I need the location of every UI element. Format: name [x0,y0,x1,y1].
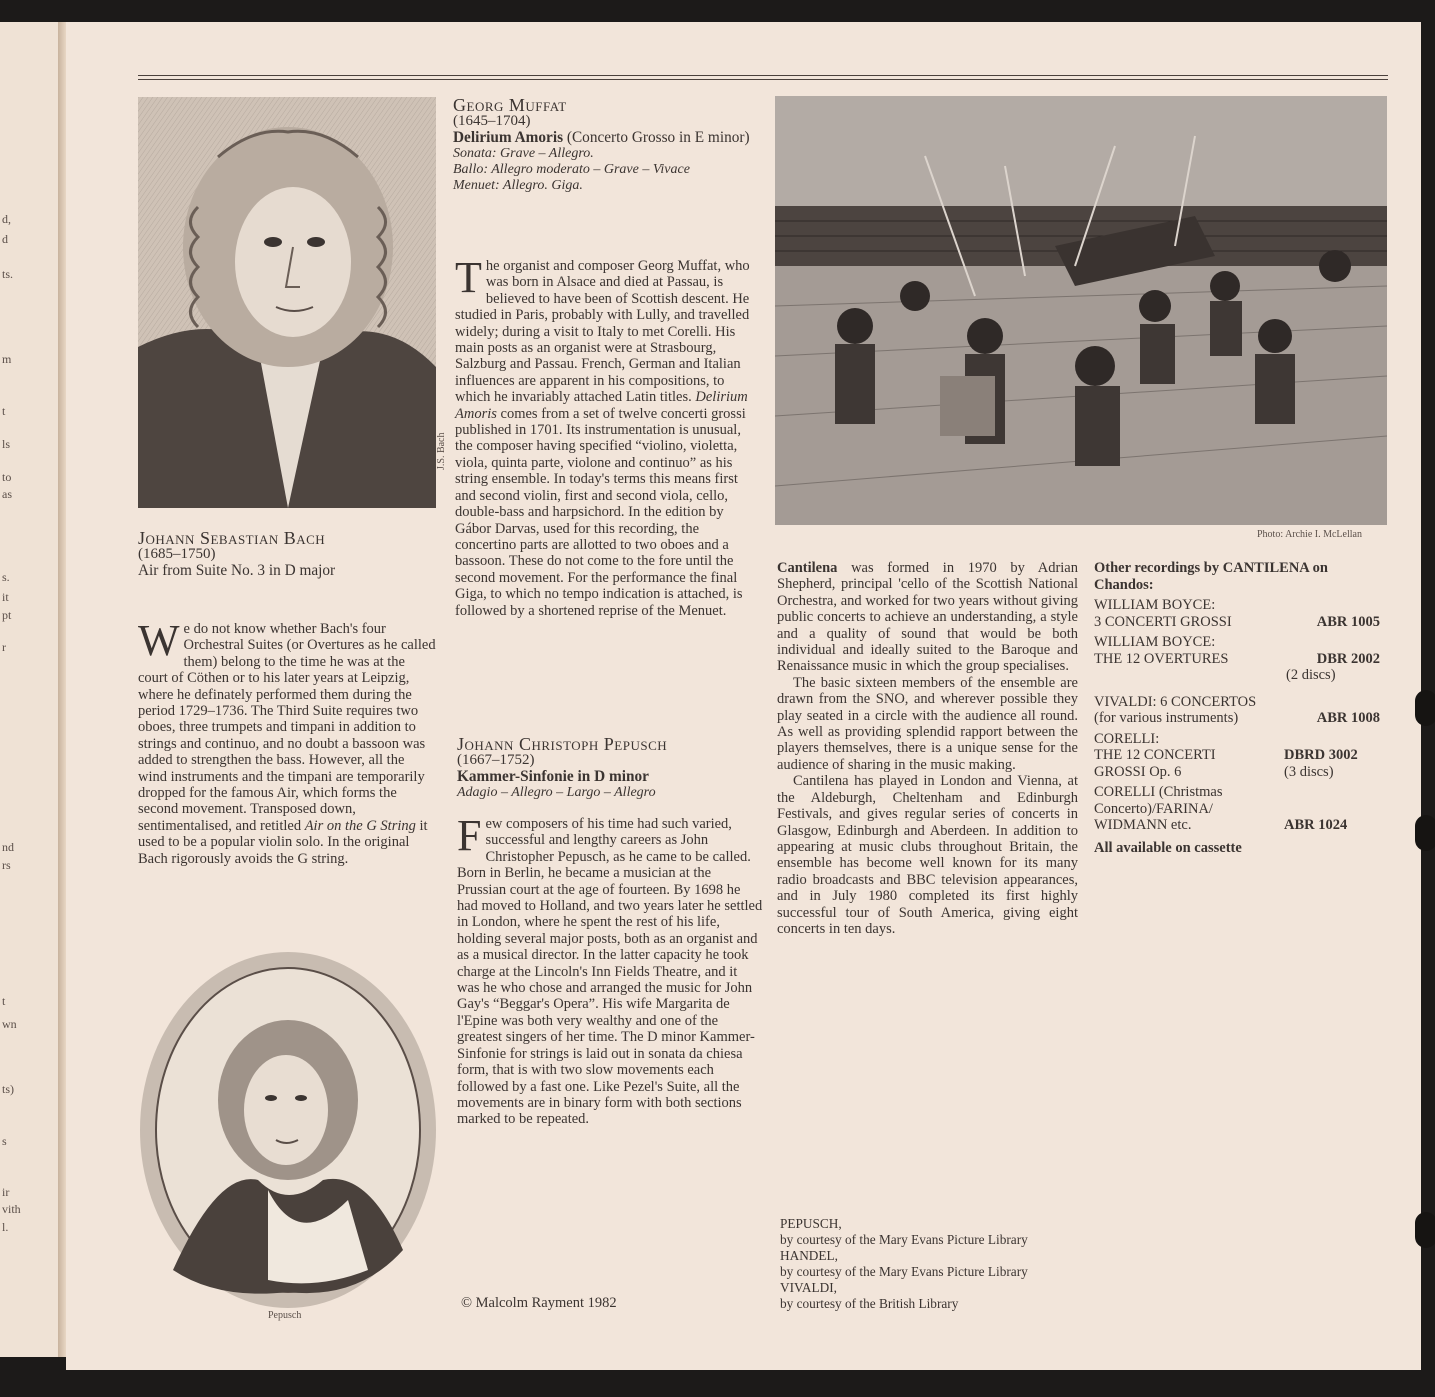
fragment: t [2,404,6,418]
pepusch-movements: Adagio – Allegro – Largo – Allegro [457,784,656,800]
recording-note: (3 discs) [1284,763,1334,780]
pepusch-body [457,811,763,1128]
muffat-movement: Ballo: Allegro moderato – Grave – Vivace [453,162,690,178]
fragment: vith [2,1202,21,1216]
recording-item [1094,694,1380,727]
credit-name: VIVALDI, [780,1280,837,1295]
pepusch-portrait-caption: Pepusch [268,1310,302,1321]
bach-body [138,616,436,867]
recording-item [1094,597,1380,630]
recording-subtitle: THE 12 OVERTURES [1094,650,1229,667]
recording-code: DBRD 3002 [1284,746,1358,763]
top-rule [138,75,1388,76]
pepusch-section [457,736,763,801]
dropcap: W [138,616,180,665]
bach-name: Johann Sebastian Bach [138,528,326,548]
credit-source: by courtesy of the Mary Evans Picture Library [780,1232,1028,1247]
dropcap: T [455,253,482,302]
top-rule [138,79,1388,80]
fragment: s [2,1134,7,1148]
dropcap: F [457,811,482,860]
bach-portrait-caption: J.S. Bach [436,432,447,470]
bach-text: e do not know whether Bach's four Orchestral Suites (or Overtures as he called them) belong to the time he was at the court of Cöthen or to his later years at Leipzig, where he definately performed them during the period 1729–1736. The Third Suite requires two oboes, three trumpets and timpani in addition to strings and continuo, and no doubt a bassoon was added to strengthen the bass. However, all the wind instruments and the timpani are temporarily dropped for the famous Air, which forms the second movement. Transposed down, sentimentalised, and retitled [138,621,436,834]
recording-title: VIVALDI: 6 CONCERTOS [1094,693,1257,710]
muffat-text-end: comes from a set of twelve concerti grossi published in 1701. Its instrumentation is unusual, the composer having specified “violino, violetta, viola, quinta parte, violone and continuo” as his string ensemble. In today's terms this means first and second violin, first and second viola, cello, double-bass and harpsichord. In the edition by Gábor Darvas, used for this recording, the concertino parts are allotted to two oboes and a bassoon. These do not come to the fore until the second movement. For the performance the final Giga, to which no tempo indication is attached, is followed by a shortened reprise of the Menuet. [455,405,746,619]
muffat-movement: Menuet: Allegro. Giga. [453,178,583,194]
recording-note: (2 discs) [1286,667,1336,683]
fragment: to [2,470,12,484]
fragment: as [2,487,12,501]
fragment: ts. [2,267,14,281]
cantilena-lead: Cantilena [777,560,838,576]
orchestra-photo [775,96,1387,525]
credit-source: by courtesy of the Mary Evans Picture Library [780,1264,1028,1279]
cantilena-text: was formed in 1970 by Adrian Shepherd, principal 'cello of the Scottish National Orchestra, and worked for two years without giving public concerts to achieve an understanding, a style and a quality of sound that would be both individual and ideally suited to the Baroque and Renaissance music in which the group specialises. [777,560,1078,675]
fragment: ir [2,1185,10,1199]
recording-code: DBR 2002 [1316,650,1380,667]
credit-name: PEPUSCH, [780,1216,842,1231]
recordings-section [1094,560,1380,856]
bach-text-end: it used to be a popular violin solo. In the original Bach rigorously avoids the G string. [138,817,428,867]
recording-item [1094,784,1380,834]
binder-hole [1415,690,1435,726]
fragment: nd [2,840,14,854]
credit-name: HANDEL, [780,1248,838,1263]
copyright: © Malcolm Rayment 1982 [461,1295,617,1311]
recording-code: ABR 1005 [1316,613,1380,630]
fragment: d, [2,212,11,226]
recording-subtitle: 3 CONCERTI GROSSI [1094,613,1232,630]
muffat-work-detail: (Concerto Grosso in E minor) [563,128,750,146]
fragment: it [2,590,9,604]
recording-title: CORELLI: [1094,730,1160,747]
muffat-text: he organist and composer Georg Muffat, who was born in Alsace and died at Passau, is believed to have been of Scottish descent. He studied in Paris, probably with Lully, and travelled widely; during a visit to Italy to met Corelli. His main posts as an organist were at Strasbourg, Salzburg and Passau. French, German and Italian influences are apparent in his compositions, to which he invariably attached Latin titles. [455,258,750,406]
recording-subtitle: WIDMANN etc. [1094,817,1192,833]
bach-portrait [138,97,436,508]
picture-credits [780,1216,1100,1312]
muffat-body [455,253,761,619]
cantilena-section [777,560,1078,937]
muffat-movement: Sonata: Grave – Allegro. [453,145,594,161]
fragment: d [2,232,8,246]
muffat-work [453,130,761,146]
bach-work: Air from Suite No. 3 in D major [138,561,336,579]
pepusch-portrait [138,950,438,1320]
fragment: s. [2,570,10,584]
recordings-heading: Other recordings by CANTILENA on Chandos: [1094,560,1328,593]
muffat-name: Georg Muffat [453,95,567,115]
binder-hole [1415,1212,1435,1248]
muffat-text-italic: Delirium Amoris [455,389,748,422]
pepusch-text: ew composers of his time had such varied, successful and lengthy careers as John Christopher Pepusch, as he came to be called. Born in Berlin, he became a musician at the Prussian court at the age of fourteen. By 1698 he had moved to Holland, and two years later he settled in London, where he spent the rest of his life, holding several major posts, both as an organist and as a musical director. In the latter capacity he took charge at the Lincoln's Inn Fields Theatre, and it was he who chose and arranged the music for John Gay's “Beggar's Opera”. His wife Margarita de l'Epine was both very wealthy and one of the greatest singers of her time. The D minor Kammer-Sinfonie for strings is laid out in sonata da chiesa form, that is with two slow movements each followed by a fast one. Like Pezel's Suite, all the movements are in binary form with both sections marked to be repeated. [457,816,763,1128]
fragment: l. [2,1220,9,1234]
fragment: m [2,352,12,366]
bach-dates: (1685–1750) [138,546,216,563]
recording-item [1094,634,1380,684]
binder-hole [1415,815,1435,851]
fragment: ts) [2,1082,14,1096]
recording-subtitle: (for various instruments) [1094,710,1239,726]
recording-code: ABR 1008 [1316,710,1380,726]
fragment: r [2,640,6,654]
cantilena-paragraph: Cantilena has played in London and Vienna, at the Aldeburgh, Cheltenham and Edinburgh Festivals, and gives regular series of concerts in Glasgow, Edinburgh and Aberdeen. In addition to appearing at music clubs throughout Britain, the ensemble has become well known for its many radio broadcasts and BBC television appearances, and in July 1980 completed its first highly successful tour of South America, giving eight concerts in ten days. [777,773,1078,937]
bach-text-italic: Air on the G String [304,817,416,834]
muffat-dates: (1645–1704) [453,113,531,130]
pepusch-dates: (1667–1752) [457,752,535,769]
bach-section [138,530,438,579]
muffat-work-title: Delirium Amoris [453,128,564,146]
credit-source: by courtesy of the British Library [780,1296,959,1311]
recordings-footer: All available on cassette [1094,839,1242,856]
cantilena-paragraph: The basic sixteen members of the ensemble are drawn from the SNO, and wherever possible they play seated in a circle with the audience all round. As well as providing splendid rapport between the players themselves, there is a unique sense for the audience of sharing in the music making. [777,674,1078,773]
muffat-section [453,97,761,195]
recording-title: CORELLI (Christmas Concerto)/FARINA/ [1094,784,1223,817]
fragment: t [2,994,6,1008]
fragment: pt [2,608,12,622]
recording-title: WILLIAM BOYCE: [1094,597,1216,613]
recording-code: ABR 1024 [1284,817,1348,833]
recording-title: WILLIAM BOYCE: [1094,634,1216,650]
cantilena-paragraph [777,560,1078,675]
fragment: rs [2,858,11,872]
fragment: wn [2,1017,17,1031]
pepusch-work: Kammer-Sinfonie in D minor [457,767,649,785]
recording-subtitle: THE 12 CONCERTI GROSSI Op. 6 [1094,747,1216,780]
photo-credit: Photo: Archie I. McLellan [1257,529,1362,540]
recording-item [1094,731,1380,781]
pepusch-name: Johann Christoph Pepusch [457,734,668,754]
fragment: ls [2,437,11,451]
